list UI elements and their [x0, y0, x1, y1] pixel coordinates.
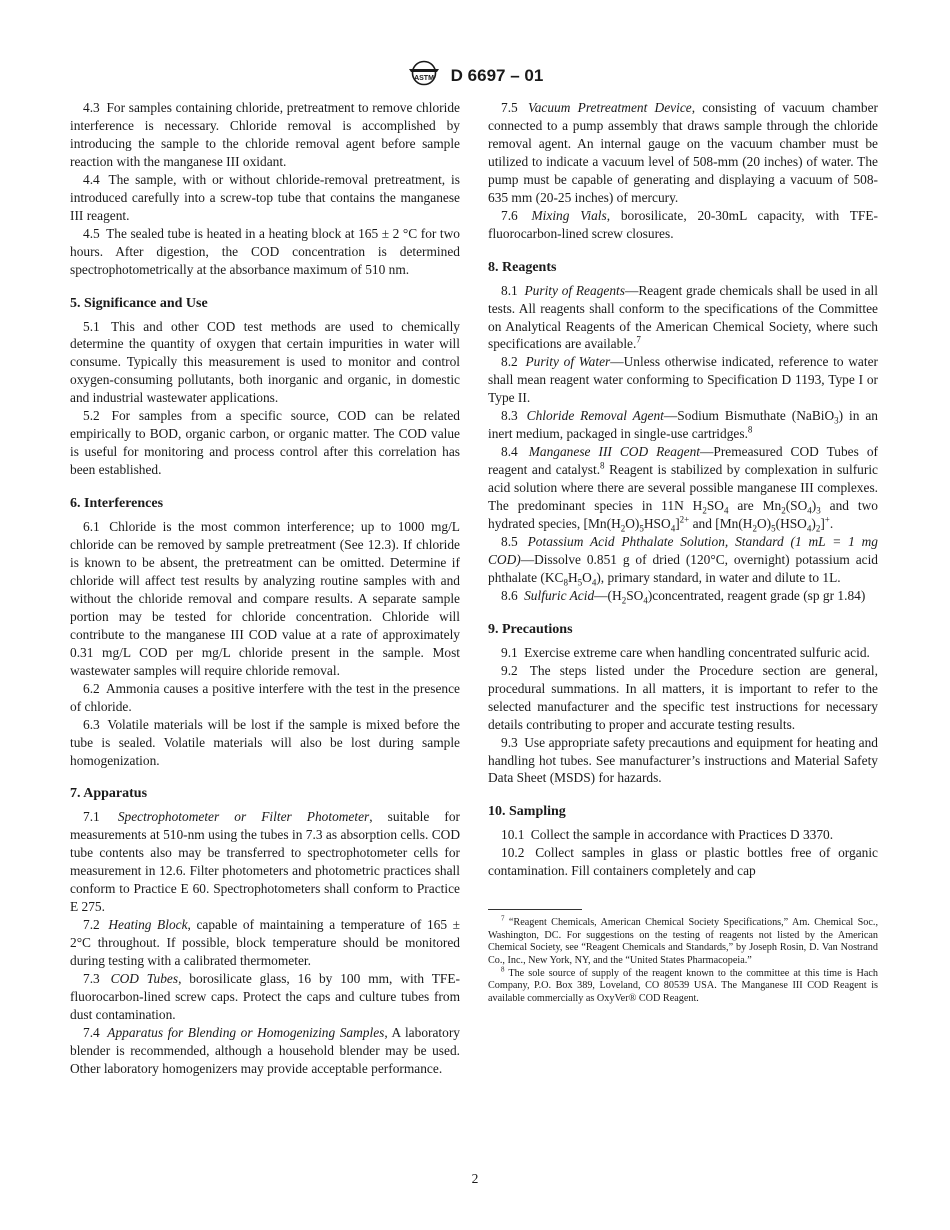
section-6-3: 6.3 Volatile materials will be lost if the sample is mixed before the tube is sealed. Volatile materials will also be lost during sample homogenization. — [70, 716, 460, 768]
heading-reagents: 8. Reagents — [488, 259, 557, 275]
footnote-ref-7: 7 — [636, 335, 641, 346]
section-7-4: 7.4 Apparatus for Blending or Homogenizing Samples, A laboratory blender is recommended, although a household blender may be used. Other laboratory homogenizers may provide acceptable performance. — [70, 1024, 460, 1076]
section-10-2: 10.2 Collect samples in glass or plastic bottles free of organic contamination. Fill containers completely and cap — [488, 845, 878, 879]
section-9-3: 9.3 Use appropriate safety precautions and equipment for heating and handling hot tubes. See manufacturer’s instructions and Material Safety Data Sheet (MSDS) for hazards. — [488, 734, 878, 786]
footnote-7: $^7$ “Reagent Chemicals, American Chemical Society Specifications,” Am. Chemical Soc., Washington, DC. For suggestions on the testing of reagents not listed by the American Chemical Society, see “Reagent Chemicals and Standards,” by Joseph Rosin, D. Van Nostrand Co., Inc., New York, NY, and the “United States Pharmacopeia.” — [488, 914, 879, 967]
section-8-4: 8.4 Manganese III COD Reagent—Premeasured COD Tubes of reagent and catalyst.$^8$ Reagent is stabilized by complexation in sulfuric acid solution where there are several possible manganese III complexes. The predominant species in 11N $H_2SO_4$ are $Mn_2(SO_4)_3$ and two hydrated species, $[Mn(H_2O)_5HSO_4]^{2+}$ and $[Mn(H_2O)_5(HSO_4)_2]^+$. — [488, 444, 878, 534]
section-8-3: 8.3 Chloride Removal Agent—Sodium Bismuthate (NaBiO$_3$) in an inert medium, packaged in single-use cartridges.$^8$ — [488, 408, 878, 442]
section-8-5: 8.5 Potassium Acid Phthalate Solution, Standard (1 mL = 1 mg COD)—Dissolve 0.851 g of dried (120°C, overnight) potassium acid phthalate $(KC_8H_5O_4)$, primary standard, in water and dilute to 1L. — [488, 533, 878, 588]
section-5-2: 5.2 For samples from a specific source, COD can be related empirically to BOD, organic carbon, or organic matter. The COD value is useful for monitoring and process control after this correlation has been established. — [70, 408, 460, 478]
footnote-ref-8b: 8 — [600, 460, 605, 471]
standard-designation: D 6697 – 01 — [450, 65, 544, 85]
section-8-1: 8.1 Purity of Reagents—Reagent grade chemicals shall be used in all tests. All reagents shall conform to the specifications of the Committee on Analytical Reagents of the American Chemical Society, where such specifications are available.$^7$ — [488, 282, 878, 352]
section-7-3: 7.3 COD Tubes, borosilicate glass, 16 by 100 mm, with TFE-fluorocarbon-lined screw caps. Protect the caps and culture tubes from dust contamination. — [70, 971, 460, 1022]
page-number: 2 — [471, 1171, 479, 1186]
footnote-ref-8: 8 — [747, 424, 753, 435]
section-4-3: 4.3 For samples containing chloride, pretreatment to remove chloride interference is necessary. Chloride removal is accomplished by introducing the sample to the chloride removal agent before sample reaction with the manganese III oxidant. — [70, 100, 460, 169]
section-7-2: 7.2 Heating Block, capable of maintaining a temperature of 165 ± 2°C throughout. If possible, block temperature should be monitored during testing with a calibrated thermometer. — [70, 917, 460, 969]
section-7-5: 7.5 Vacuum Pretreatment Device, consisting of vacuum chamber connected to a pump assembly that draws sample through the chloride removal agent. An internal gauge on the vacuum chamber must be utilized to indicate a vacuum level of 508-mm (20 inches) of water. The pump must be capable of generating and displaying a vacuum of 508-635 mm (20-25 inches) of mercury. — [488, 100, 878, 205]
section-6-2: 6.2 Ammonia causes a positive interfere with the test in the presence of chloride. — [70, 680, 461, 714]
section-4-5: 4.5 The sealed tube is heated in a heating block at 165 ± 2 °C for two hours. After digestion, the COD concentration is determined spectrophotometrically at the absorbance maximum of 510 nm. — [70, 225, 460, 277]
left-column — [70, 99, 460, 1078]
astm-logo-text: ASTM — [413, 75, 434, 82]
section-5-1: 5.1 This and other COD test methods are used to chemically determine the quantity of oxygen that certain impurities in water will consume. Typically this measurement is used to monitor and control oxygen-consuming pollutants, both inorganic and organic, in domestic and industrial wastewater applications. — [70, 318, 460, 406]
section-8-6: 8.6 Sulfuric $Acid—(H_2SO_4)concentrated$, reagent grade (sp gr 1.84) — [501, 587, 866, 606]
section-4-4: 4.4 The sample, with or without chloride-removal pretreatment, is introduced carefully into a screw-top tube that contains the manganese III reagent. — [70, 171, 460, 223]
section-8-2: 8.2 Purity of Water—Unless otherwise indicated, reference to water shall mean reagent water conforming to Specification D 1193, Type I or Type II. — [488, 354, 878, 406]
footnote-8: $^8$ The sole source of supply of the reagent known to the committee at this time is Hach Company, P.O. Box 389, Loveland, CO 80539 USA. The Manganese III COD Reagent is available commercially as OxyVer® COD Reagent. — [488, 965, 878, 1004]
page-header — [0, 60, 950, 90]
heading-significance: 5. Significance and Use — [70, 295, 208, 311]
section-6-1: 6.1 Chloride is the most common interference; up to 1000 mg/L chloride can be removed by sample pretreatment (See 12.3). If chloride is known to be absent, the pretreatment can be omitted. Determine if chloride will affect test results by analyzing routine samples with and without the chloride removal and compare results. A separate sample portion may be tested for chloride concentration. Chloride will contribute to the manganese III COD value at a rate of approximately 0.31 mg/L COD per mg/L chloride present in the sample. Most wastewater samples will require chloride removal. — [70, 519, 460, 678]
section-7-1: 7.1 Spectrophotometer or Filter Photometer, suitable for measurements at 510-nm using the tubes in 7.3 as absorption cells. COD tube contents also may be transferred to spectrophotometer cells for measurement in 12.6. Filter photometers and photometric practices shall conform to Practice E 60. Spectrophotometers shall conform to Practice E 275. — [70, 809, 460, 915]
footnote-divider — [488, 909, 582, 910]
heading-precautions: 9. Precautions — [488, 621, 573, 637]
heading-interferences: 6. Interferences — [70, 496, 164, 512]
section-7-6: 7.6 Mixing Vials, borosilicate, 20-30mL capacity, with TFE-fluorocarbon-lined screw closures. — [488, 207, 878, 241]
heading-sampling: 10. Sampling — [488, 804, 566, 820]
heading-apparatus: 7. Apparatus — [70, 786, 148, 802]
right-column — [488, 99, 878, 1005]
astm-logo — [407, 60, 441, 91]
section-9-1: 9.1 Exercise extreme care when handling concentrated sulfuric acid. — [501, 644, 870, 660]
section-10-1: 10.1 Collect the sample in accordance with Practices D 3370. — [501, 827, 834, 843]
section-9-2: 9.2 The steps listed under the Procedure section are general, procedural summations. In all matters, it is important to refer to the selected manufacturer and the specific test instructions for necessary details contributing to proper and accurate testing results. — [488, 662, 878, 732]
